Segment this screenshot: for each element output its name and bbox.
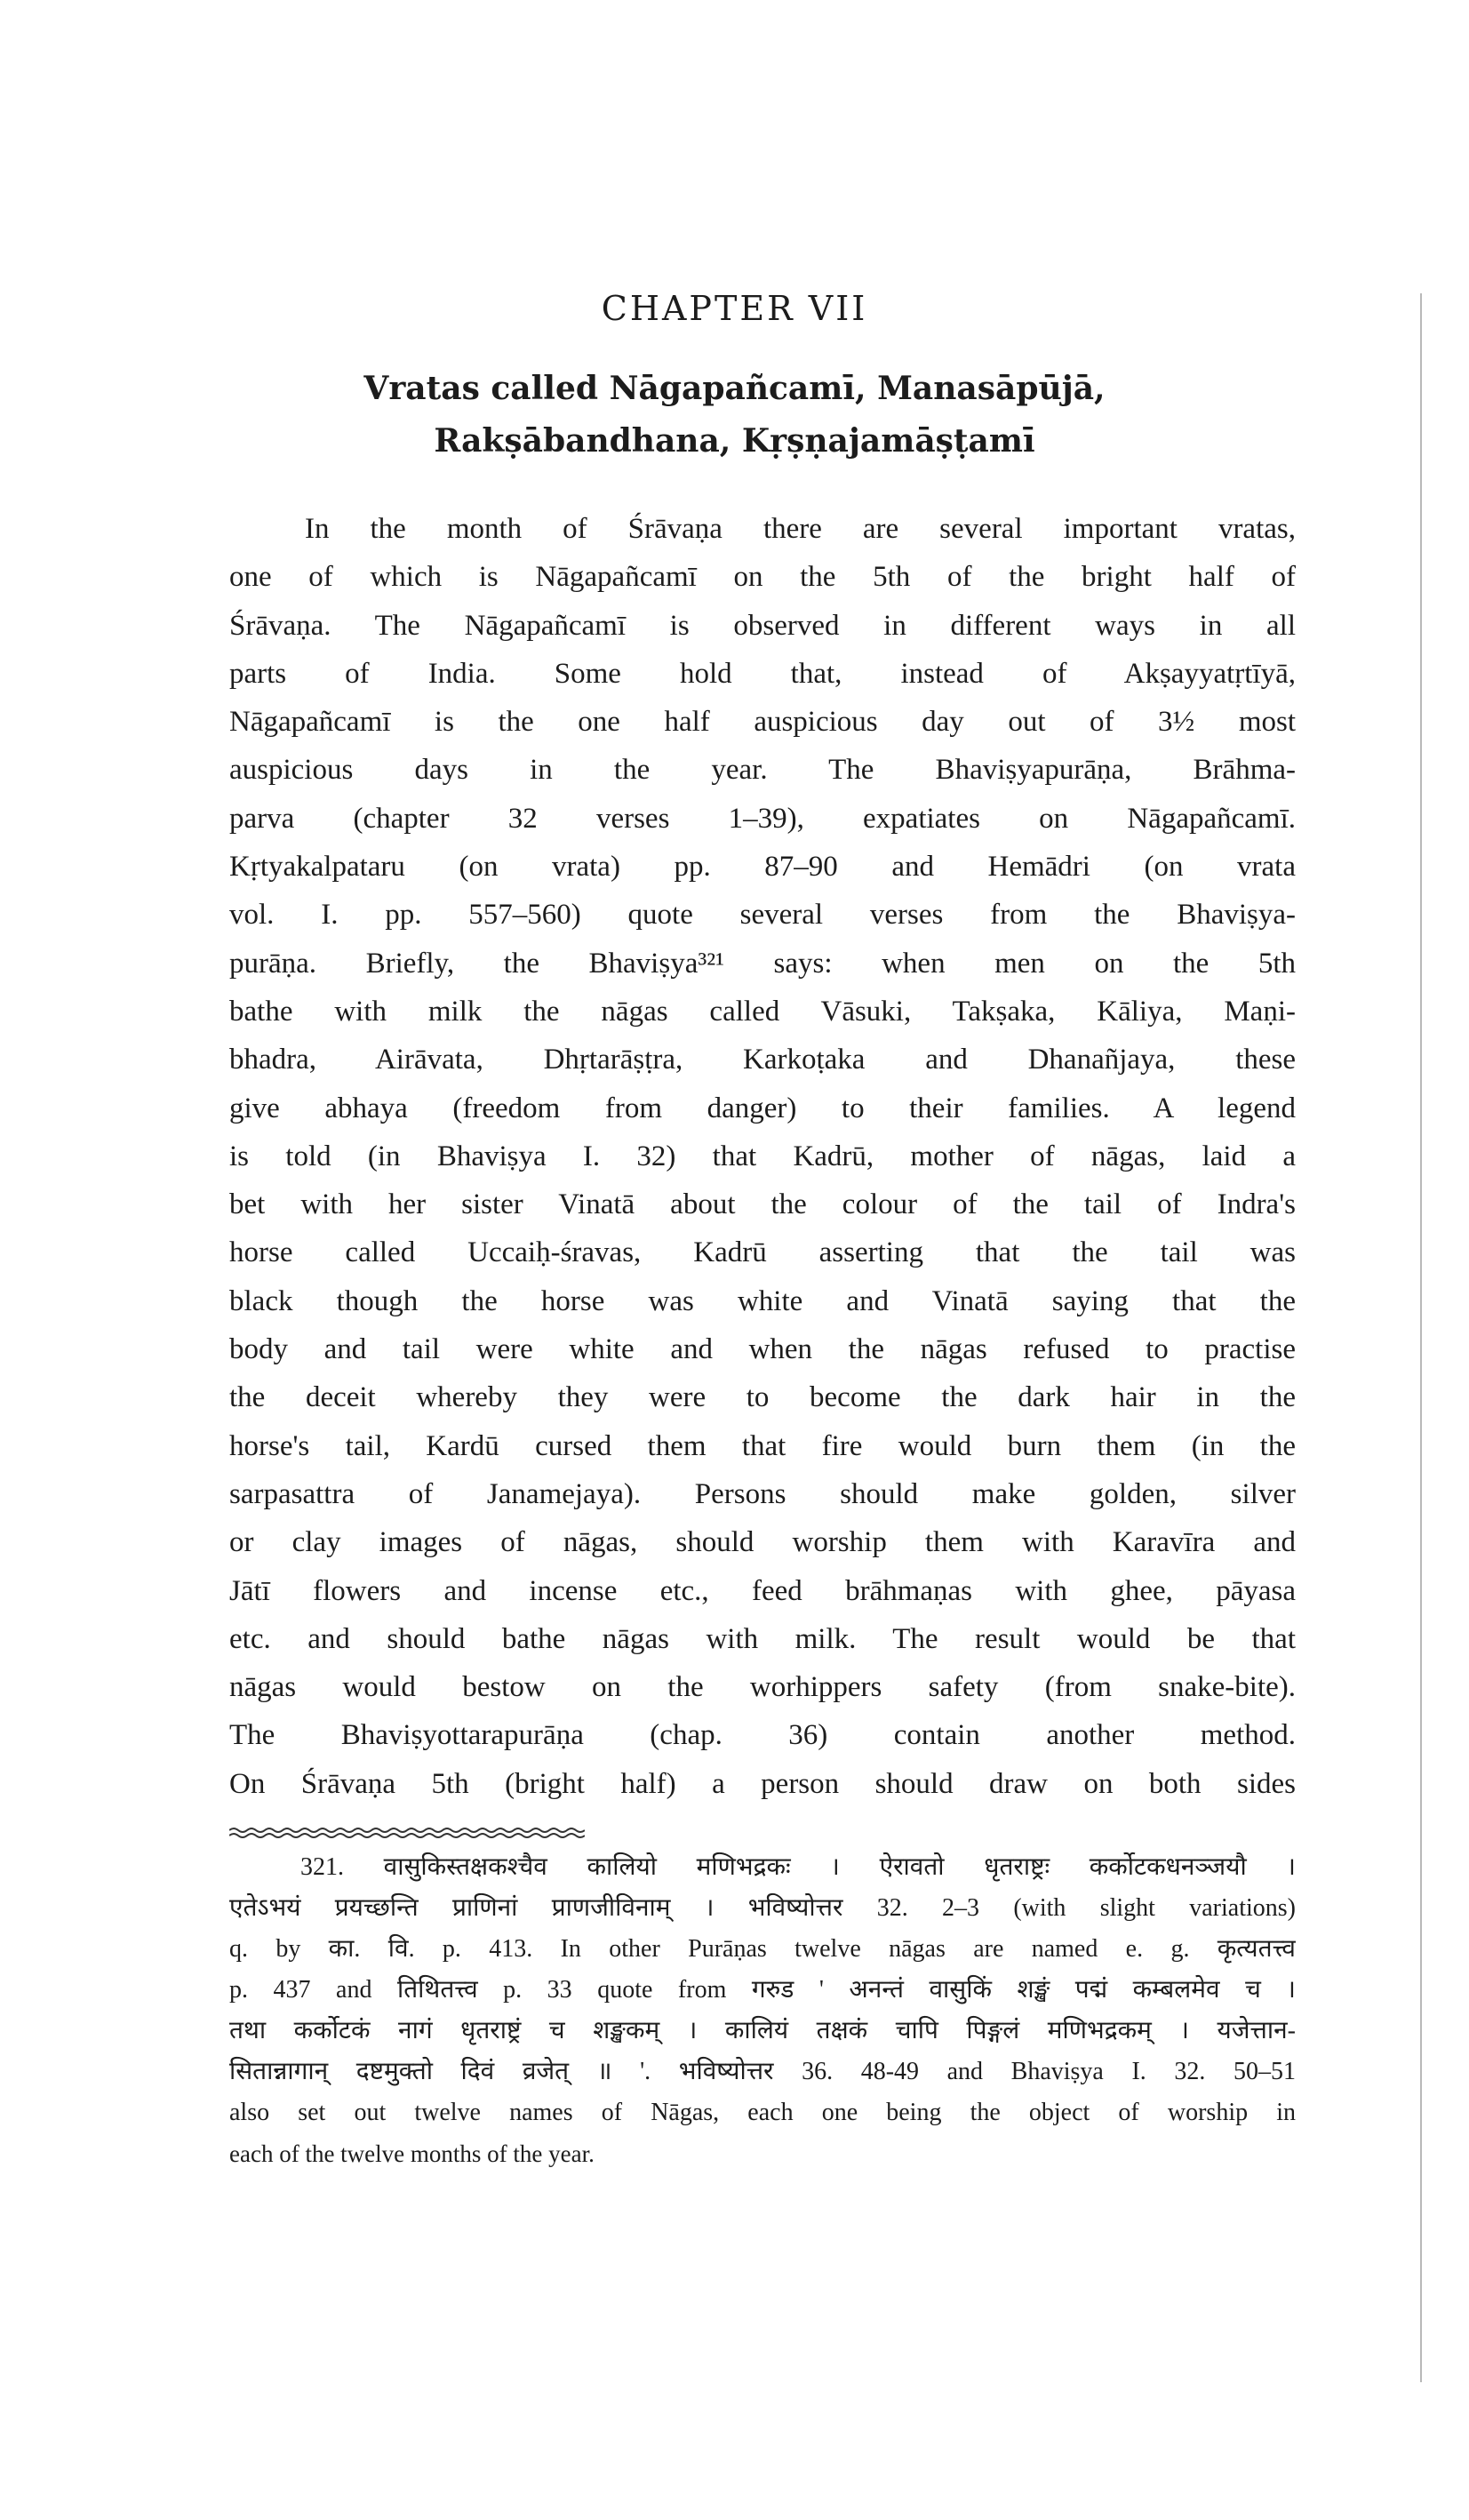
body-line: or clay images of nāgas, should worship them with Karavīra and (229, 1526, 1296, 1559)
body-line: parva (chapter 32 verses 1–39), expatiates on Nāgapañcamī. (229, 802, 1296, 835)
chapter-title (0, 363, 1469, 468)
body-line: On Śrāvaṇa 5th (bright half) a person should draw on both sides (229, 1767, 1296, 1800)
body-line: In the month of Śrāvaṇa there are several important vratas, (305, 513, 1296, 545)
page-edge-rule (1420, 293, 1422, 2382)
footnote-line: 321. वासुकिस्तक्षकश्चैव कालियो मणिभद्रकः । ऐरावतो धृतराष्ट्रः कर्कोटकधनञ्जयौ । (300, 1853, 1296, 1881)
body-line: body and tail were white and when the nāgas refused to practise (229, 1333, 1296, 1366)
chapter-title-line: Vratas called Nāgapañcamī, Manasāpūjā, (363, 370, 1106, 407)
body-line: Kṛtyakalpataru (on vrata) pp. 87–90 and Hemādri (on vrata (229, 851, 1296, 884)
body-line: Nāgapañcamī is the one half auspicious day out of 3½ most (229, 706, 1296, 739)
chapter-heading: CHAPTER VII (601, 289, 868, 328)
footnote-line: सितान्नागान् दष्टमुक्तो दिवं व्रजेत् ॥ '. भविष्योत्तर 36. 48-49 and Bhaviṣya I. 32. 50–51 (229, 2058, 1296, 2085)
body-paragraph (229, 505, 1296, 1808)
footnote-line: q. by का. वि. p. 413. In other Purāṇas twelve nāgas are named e. g. कृत्यतत्त्व (229, 1935, 1296, 1963)
body-line: sarpasattra of Janamejaya). Persons should make golden, silver (229, 1477, 1296, 1510)
body-line: bet with her sister Vinatā about the colour of the tail of Indra's (229, 1188, 1296, 1221)
body-line: Śrāvaṇa. The Nāgapañcamī is observed in different ways in all (229, 609, 1296, 642)
body-line: The Bhaviṣyottarapurāṇa (chap. 36) contain another method. (229, 1719, 1296, 1752)
footnote-line: एतेऽभयं प्रयच्छन्ति प्राणिनां प्राणजीविनाम् । भविष्योत्तर 32. 2–3 (with slight variations) (229, 1894, 1296, 1922)
footnote-block (229, 1847, 1296, 2174)
body-line: etc. and should bathe nāgas with milk. The result would be that (229, 1622, 1296, 1655)
footnote-line: तथा कर्कोटकं नागं धृतराष्ट्रं च शङ्खकम् । कालियं तक्षकं चापि पिङ्गलं मणिभद्रकम् । यजेत्तान- (229, 2017, 1296, 2044)
chapter-title-line: Rakṣābandhana, Kṛṣṇajamāṣṭamī (434, 422, 1035, 460)
body-line: black though the horse was white and Vinatā saying that the (229, 1284, 1296, 1317)
footnote-line: p. 437 and तिथितत्त्व p. 33 quote from गरुड ' अनन्तं वासुकिं शङ्खं पद्मं कम्बलमेव च । (229, 1976, 1296, 2004)
body-line: one of which is Nāgapañcamī on the 5th of the bright half of (229, 561, 1296, 594)
body-line: parts of India. Some hold that, instead of Akṣayyatṛtīyā, (229, 657, 1296, 690)
body-line: vol. I. pp. 557–560) quote several verses from the Bhaviṣya- (229, 899, 1296, 932)
footnote-line: also set out twelve names of Nāgas, each one being the object of worship in (229, 2099, 1296, 2126)
footnote-line: each of the twelve months of the year. (229, 2140, 595, 2167)
body-line: horse's tail, Kardū cursed them that fire would burn them (in the (229, 1429, 1296, 1462)
body-line: purāṇa. Briefly, the Bhaviṣya³²¹ says: when men on the 5th (229, 947, 1296, 980)
body-line: auspicious days in the year. The Bhaviṣyapurāṇa, Brāhma- (229, 754, 1296, 787)
body-line: is told (in Bhaviṣya I. 32) that Kadrū, mother of nāgas, laid a (229, 1140, 1296, 1172)
body-line: nāgas would bestow on the worhippers safety (from snake-bite). (229, 1671, 1296, 1704)
body-line: give abhaya (freedom from danger) to their families. A legend (229, 1092, 1296, 1124)
body-line: bathe with milk the nāgas called Vāsuki, Takṣaka, Kāliya, Maṇi- (229, 995, 1296, 1028)
body-line: Jātī flowers and incense etc., feed brāhmaṇas with ghee, pāyasa (229, 1574, 1296, 1607)
body-line: the deceit whereby they were to become the dark hair in the (229, 1381, 1296, 1414)
footnote-separator (229, 1827, 585, 1839)
body-line: horse called Uccaiḥ-śravas, Kadrū asserting that the tail was (229, 1236, 1296, 1269)
body-line: bhadra, Airāvata, Dhṛtarāṣṭra, Karkoṭaka and Dhanañjaya, these (229, 1044, 1296, 1076)
